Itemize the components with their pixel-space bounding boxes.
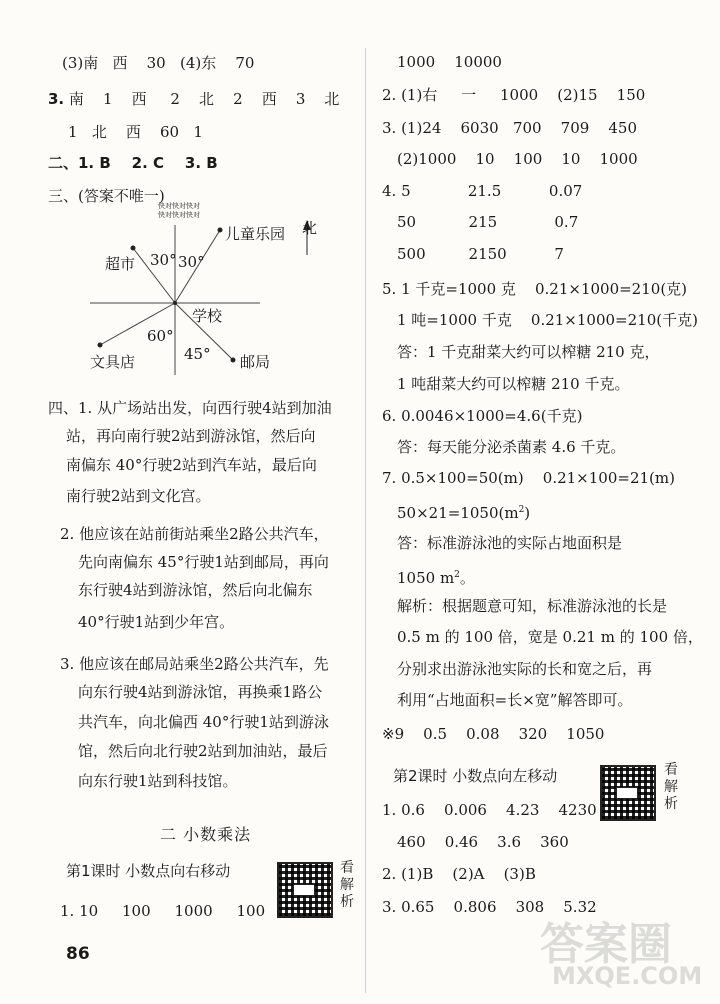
formula-end: ) bbox=[524, 504, 531, 522]
answer-line: 答：标准游泳池的实际占地面积是 bbox=[397, 534, 623, 552]
section-four-line: 站，再向南行驶2站到游泳馆，然后向 bbox=[66, 427, 316, 445]
formula-text: 50×21=1050(m bbox=[397, 504, 519, 522]
answer-line: 3. 0.65 0.806 308 5.32 bbox=[382, 898, 597, 916]
answer-line bbox=[397, 500, 530, 523]
label-post-office: 邮局 bbox=[240, 353, 271, 371]
angle-label: 60° bbox=[147, 327, 174, 345]
answer-line: 6. 0.0046×1000=4.6(千克) bbox=[382, 407, 583, 425]
answer-line: 50 215 0.7 bbox=[397, 213, 579, 231]
answer-line: (3)南 西 30 (4)东 70 bbox=[62, 54, 255, 72]
answer-line: 1 吨甜菜大约可以榨糖 210 千克。 bbox=[397, 375, 630, 393]
analysis-line: 利用“占地面积=长×宽”解答即可。 bbox=[397, 691, 633, 709]
superscript: 2 bbox=[454, 570, 460, 580]
q3-line: 向东行驶1站到科技馆。 bbox=[78, 772, 238, 790]
q2-line: 2. 他应该在站前街站乘坐2路公共汽车， bbox=[60, 525, 329, 543]
answer-line: 2. (1)B (2)A (3)B bbox=[382, 865, 536, 883]
answer-line: 1 吨=1000 千克 0.21×1000=210(千克) bbox=[397, 311, 698, 329]
answer-line: 500 2150 7 bbox=[397, 245, 564, 263]
q2-line: 东行驶4站到游泳馆，然后向北偏东 bbox=[78, 581, 313, 599]
lesson-title: 第1课时 小数点向右移动 bbox=[66, 862, 231, 880]
answer-line: 3. (1)24 6030 700 709 450 bbox=[382, 119, 637, 137]
qr-code-icon[interactable] bbox=[277, 862, 333, 918]
answer-text: 南 1 西 2 北 2 西 3 北 bbox=[64, 90, 340, 108]
label-stationery: 文具店 bbox=[90, 353, 136, 371]
answer-line: 1 北 西 60 1 bbox=[68, 123, 203, 141]
answer-line: 7. 0.5×100=50(m) 0.21×100=21(m) bbox=[382, 469, 675, 487]
page-number: 86 bbox=[66, 944, 90, 964]
unit-title: 二 小数乘法 bbox=[160, 825, 252, 844]
label-school: 学校 bbox=[192, 307, 223, 325]
answer-line: (2)1000 10 100 10 1000 bbox=[397, 150, 638, 168]
lesson-title: 第2课时 小数点向左移动 bbox=[393, 767, 558, 785]
area-text: 1050 m bbox=[397, 569, 455, 587]
analysis-line: 解析：根据题意可知，标准游泳池的长是 bbox=[397, 597, 668, 615]
answer-line: 460 0.46 3.6 360 bbox=[397, 833, 569, 851]
section-four-line: 四、1. 从广场站出发，向西行驶4站到加油 bbox=[48, 399, 332, 417]
label-childrens-park: 儿童乐园 bbox=[225, 225, 286, 243]
section-four-line: 南行驶2站到文化宫。 bbox=[66, 487, 211, 505]
column-divider bbox=[365, 48, 366, 993]
q2-line: 先向南偏东 45°行驶1站到邮局，再向 bbox=[78, 553, 329, 571]
watermark-url: MXQE.COM bbox=[552, 962, 703, 990]
answer-line: 4. 5 21.5 0.07 bbox=[382, 182, 583, 200]
answer-line: 答：每天能分泌杀菌素 4.6 千克。 bbox=[397, 438, 626, 456]
q3-line: 馆，然后向北行驶2站到加油站，最后 bbox=[78, 742, 328, 760]
analysis-line: 0.5 m 的 100 倍，宽是 0.21 m 的 100 倍， bbox=[397, 628, 703, 646]
qr-code-icon[interactable] bbox=[600, 765, 656, 821]
lesson1-answers: 1. 10 100 1000 100 bbox=[60, 902, 266, 920]
answer-line: 5. 1 千克=1000 克 0.21×1000=210(克) bbox=[382, 280, 688, 298]
area-end: 。 bbox=[459, 569, 475, 587]
q3-line: 向东行驶4站到游泳馆，再换乘1路公 bbox=[78, 683, 323, 701]
angle-label: 30° bbox=[178, 253, 205, 271]
answer-line: 2. (1)右 一 1000 (2)15 150 bbox=[382, 86, 646, 104]
section-two-answers: 二、1. B 2. C 3. B bbox=[48, 154, 218, 172]
section-four-line: 南偏东 40°行驶2站到汽车站，最后向 bbox=[66, 456, 317, 474]
angle-label: 45° bbox=[184, 345, 211, 363]
q2-line: 40°行驶1站到少年宫。 bbox=[78, 613, 235, 631]
answer-line: ※9 0.5 0.08 320 1050 bbox=[382, 725, 605, 743]
view-analysis-label[interactable]: 看解析 bbox=[340, 860, 354, 910]
section-three-heading: 三、(答案不唯一) bbox=[48, 187, 165, 205]
answer-line: 1. 0.6 0.006 4.23 4230 bbox=[382, 801, 597, 819]
tiny-watermark: 快对快对快对 bbox=[158, 202, 200, 210]
answer-line: 答：1 千克甜菜大约可以榨糖 210 克， bbox=[397, 343, 660, 361]
tiny-watermark: 快对快对快对 bbox=[158, 211, 200, 219]
answer-line: 1000 10000 bbox=[397, 53, 502, 71]
label-north: 北 bbox=[302, 219, 318, 237]
label-supermarket: 超市 bbox=[105, 255, 136, 273]
answer-line bbox=[48, 89, 339, 109]
q3-line: 共汽车，向北偏西 40°行驶1站到游泳 bbox=[78, 713, 329, 731]
watermark-logo: 答案圈 bbox=[540, 919, 672, 970]
analysis-line: 分别求出游泳池实际的长和宽之后，再 bbox=[397, 660, 653, 678]
question-number: 3. bbox=[48, 90, 65, 108]
answer-line bbox=[397, 565, 475, 588]
view-analysis-label[interactable]: 看解析 bbox=[664, 762, 678, 812]
angle-label: 30° bbox=[150, 251, 177, 269]
q3-line: 3. 他应该在邮局站乘坐2路公共汽车，先 bbox=[60, 655, 329, 673]
superscript: 2 bbox=[518, 505, 525, 515]
